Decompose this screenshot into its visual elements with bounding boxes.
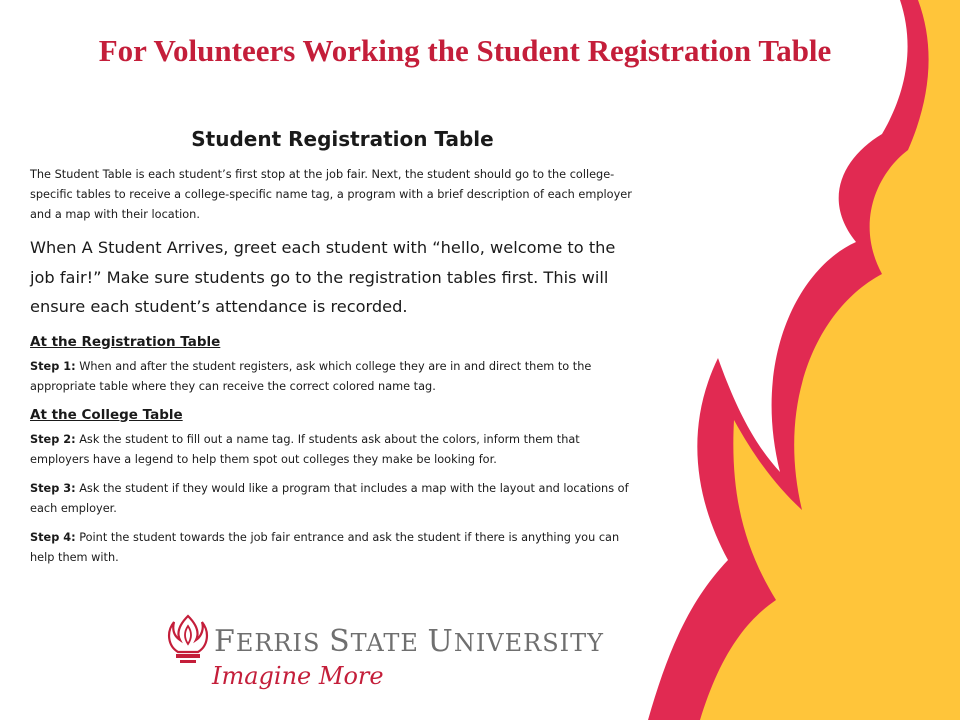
step-text: Ask the student if they would like a program that includes a map with the layout and locations of each employer. [30,481,629,515]
step-2 [30,430,635,470]
logo-tagline: Imagine More [212,662,384,690]
section-heading: At the Registration Table [30,333,221,350]
section-heading: At the College Table [30,406,183,423]
step-text: Ask the student to fill out a name tag. If students ask about the colors, inform them that employers have a legend to help them spot out colleges they make be looking for. [30,432,580,466]
document-image [30,118,635,610]
step-1 [30,357,635,397]
step-3 [30,479,635,519]
step-label: Step 3: [30,481,76,495]
document-title: Student Registration Table [191,127,494,151]
step-4 [30,528,635,568]
ferris-state-logo [166,612,604,702]
step-label: Step 4: [30,530,76,544]
arrival-paragraph: When A Student Arrives, greet each student with “hello, welcome to the job fair!” Make sure students go to the registration tables first. This will ensure each student’s attendance is recorded. [30,238,616,316]
intro-paragraph: The Student Table is each student’s first stop at the job fair. Next, the student should go to the college-specific tables to receive a college-specific name tag, a program with a brief description of each employer and a map with their location. [30,168,632,221]
step-label: Step 1: [30,359,76,373]
registration-section [30,334,635,397]
step-text: Point the student towards the job fair entrance and ask the student if there is anything you can help them with. [30,530,620,564]
university-name: FERRIS STATE UNIVERSITY [214,624,604,659]
step-label: Step 2: [30,432,76,446]
slide-title: For Volunteers Working the Student Registration Table [98,33,832,68]
step-text: When and after the student registers, ask which college they are in and direct them to the appropriate table where they can receive the correct colored name tag. [30,359,592,393]
torch-flame-icon [166,612,210,668]
college-section [30,407,635,568]
